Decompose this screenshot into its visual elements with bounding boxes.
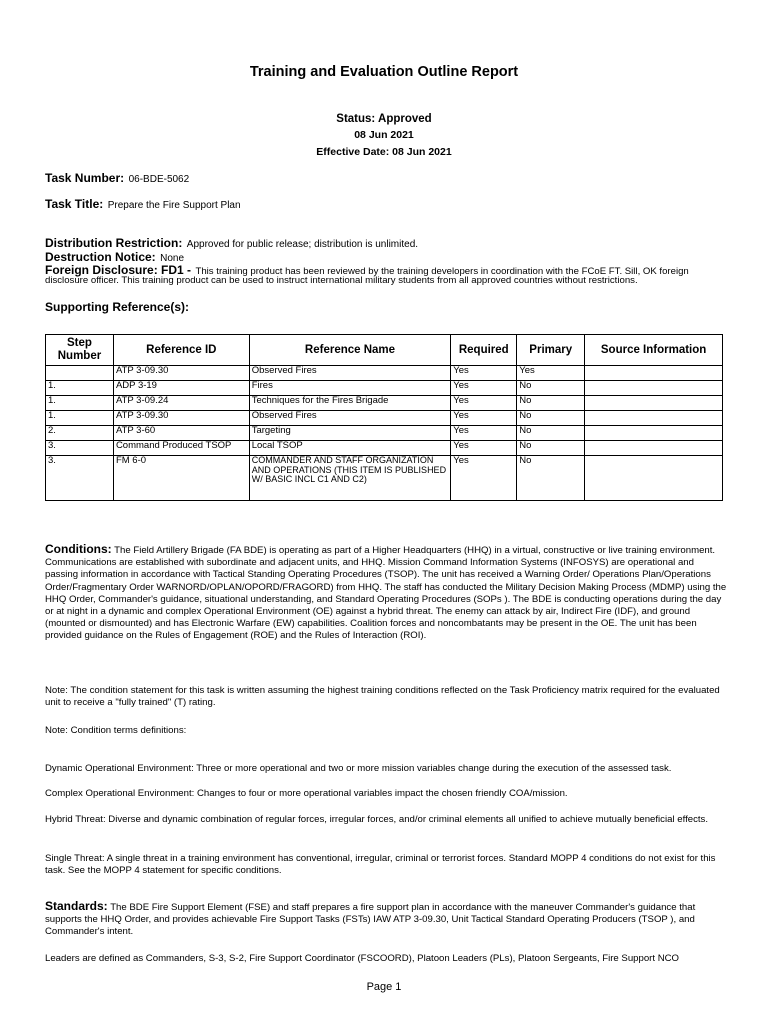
distribution-restriction-label: Distribution Restriction: (45, 236, 183, 250)
cell-ref-name: Observed Fires (249, 411, 451, 426)
cell-step: 1. (46, 396, 114, 411)
cell-ref-id: ATP 3-60 (113, 426, 249, 441)
col-header-required: Required (451, 335, 517, 366)
cell-required: Yes (451, 456, 517, 501)
task-number-value: 06-BDE-5062 (128, 174, 190, 185)
table-row (46, 396, 723, 411)
cell-ref-id: ATP 3-09.30 (113, 411, 249, 426)
col-header-step: Step Number (46, 335, 114, 366)
report-title: Training and Evaluation Outline Report (249, 64, 519, 80)
cell-source (585, 456, 723, 501)
col-header-ref-id: Reference ID (113, 335, 249, 366)
effective-date: Effective Date: 08 Jun 2021 (316, 146, 452, 158)
cell-ref-name: COMMANDER AND STAFF ORGANIZATION AND OPERATIONS (THIS ITEM IS PUBLISHED W/ BASIC INCL C1 AND C2) (249, 456, 451, 501)
cell-step: 2. (46, 426, 114, 441)
standards-text: The BDE Fire Support Element (FSE) and staff prepares a fire support plan in accordance with the maneuver Commander's guidance that supports the HHQ Order, and provides achievable Fire Support Tasks (FSTs) IAW ATP 3-09.30, Unit Tactical Standard Operating Producers (TSOP ), and Commander's intent. (45, 902, 696, 938)
definition-single-threat: Single Threat: A single threat in a training environment has conventional, irregular, criminal or terrorist forces. Standard MOPP 4 conditions do not exist for this task. See the MOPP 4 statement for specific conditions. (45, 853, 716, 877)
cell-step: 3. (46, 441, 114, 456)
definition-dynamic-oe: Dynamic Operational Environment: Three or more operational and two or more mission variables change during the execution of the assessed task. (45, 763, 672, 774)
cell-source (585, 411, 723, 426)
definition-complex-oe: Complex Operational Environment: Changes to four or more operational variables impact the chosen friendly COA/mission. (45, 788, 568, 799)
task-title-value: Prepare the Fire Support Plan (107, 200, 241, 211)
cell-ref-name: Fires (249, 381, 451, 396)
cell-ref-name: Local TSOP (249, 441, 451, 456)
cell-ref-id: ATP 3-09.24 (113, 396, 249, 411)
cell-step: 1. (46, 411, 114, 426)
task-title-line (45, 195, 735, 213)
conditions-label: Conditions: (45, 542, 112, 556)
destruction-notice-label: Destruction Notice: (45, 250, 156, 264)
conditions-paragraph (45, 543, 727, 643)
distribution-restriction-value: Approved for public release; distribution is unlimited. (186, 239, 419, 250)
cell-required: Yes (451, 396, 517, 411)
table-row (46, 441, 723, 456)
cell-source (585, 366, 723, 381)
cell-ref-id: Command Produced TSOP (113, 441, 249, 456)
cell-ref-name: Techniques for the Fires Brigade (249, 396, 451, 411)
condition-note-1: Note: The condition statement for this task is written assuming the highest training conditions reflected on the Task Proficiency matrix required for the evaluated unit to receive a "fully trained" (T) rating. (45, 685, 720, 709)
table-row (46, 456, 723, 501)
leaders-definition: Leaders are defined as Commanders, S-3, S-2, Fire Support Coordinator (FSCOORD), Platoon Leaders (PLs), Platoon Sergeants, Fire Support NCO (45, 953, 680, 964)
task-title-label: Task Title: (45, 197, 104, 211)
col-header-primary: Primary (517, 335, 585, 366)
task-number-line (45, 169, 735, 187)
cell-required: Yes (451, 381, 517, 396)
cell-ref-id: ATP 3-09.30 (113, 366, 249, 381)
table-row (46, 426, 723, 441)
cell-required: Yes (451, 411, 517, 426)
foreign-disclosure-value-2: disclosure officer. This training product can be used to instruct international military students from all approved countries without restrictions. (45, 275, 638, 286)
table-row (46, 411, 723, 426)
cell-required: Yes (451, 366, 517, 381)
cell-source (585, 381, 723, 396)
definition-hybrid-threat: Hybrid Threat: Diverse and dynamic combination of regular forces, irregular forces, and/or criminal elements all unified to achieve mutually beneficial effects. (45, 814, 708, 825)
cell-step (46, 366, 114, 381)
cell-primary: No (517, 381, 585, 396)
col-header-ref-name: Reference Name (249, 335, 451, 366)
cell-ref-name: Observed Fires (249, 366, 451, 381)
cell-ref-name: Targeting (249, 426, 451, 441)
destruction-notice-value: None (160, 253, 185, 264)
cell-primary: No (517, 456, 585, 501)
cell-ref-id: ADP 3-19 (113, 381, 249, 396)
standards-label: Standards: (45, 899, 108, 913)
task-number-label: Task Number: (45, 171, 125, 185)
condition-note-2: Note: Condition terms definitions: (45, 725, 187, 736)
cell-required: Yes (451, 441, 517, 456)
cell-primary: No (517, 441, 585, 456)
cell-step: 3. (46, 456, 114, 501)
cell-primary: Yes (517, 366, 585, 381)
cell-source (585, 441, 723, 456)
supporting-references-heading: Supporting Reference(s): (45, 300, 190, 314)
references-table (45, 334, 723, 501)
col-header-source: Source Information (585, 335, 723, 366)
conditions-text: The Field Artillery Brigade (FA BDE) is operating as part of a Higher Headquarters (HHQ) in a virtual, constructive or live training environment. Communications are established with subordinate and adjacent units, and HHQ. Mission Command Information Systems (INFOSYS) are operational and passing information in accordance with Tactical Standing Operating Procedures (TSOP). The unit has received a Warning Order/ Operations Plan/Operations Order/Fragmentary Order WARNORD/OPLAN/OPORD/FRAGORD) from HHQ. The staff has conducted the Military Decision Making Process (MDMP) using the HHQ Order, Commander's guidance, situational understanding, and Standard Operating Procedures (SOPs ). The BDE is conducting operations during the day or at night in a dynamic and complex Operational Environment (OE) against a hybrid threat. The enemy can attack by air, Indirect Fire (IDF), and ground (mounted or dismounted) and has Electronic Warfare (EW) capabilities. Coalition forces and noncombatants may be present in the OE. The unit has been provided guidance on the Rules of Engagement (ROE) and the Rules of Interaction (ROI). (45, 545, 727, 642)
cell-source (585, 426, 723, 441)
cell-primary: No (517, 396, 585, 411)
table-row (46, 381, 723, 396)
status-line: Status: Approved (336, 113, 432, 125)
cell-source (585, 396, 723, 411)
table-header-row (46, 335, 723, 366)
foreign-disclosure-label: Foreign Disclosure: FD1 - (45, 263, 192, 277)
cell-ref-id: FM 6-0 (113, 456, 249, 501)
cell-primary: No (517, 426, 585, 441)
cell-primary: No (517, 411, 585, 426)
page-number: Page 1 (366, 981, 402, 993)
cell-step: 1. (46, 381, 114, 396)
table-row (46, 366, 723, 381)
foreign-disclosure-value-1: This training product has been reviewed by the training developers in coordination with the FCoE FT. Sill, OK foreign (195, 266, 689, 277)
standards-paragraph (45, 900, 727, 939)
cell-required: Yes (451, 426, 517, 441)
status-date: 08 Jun 2021 (354, 129, 414, 141)
